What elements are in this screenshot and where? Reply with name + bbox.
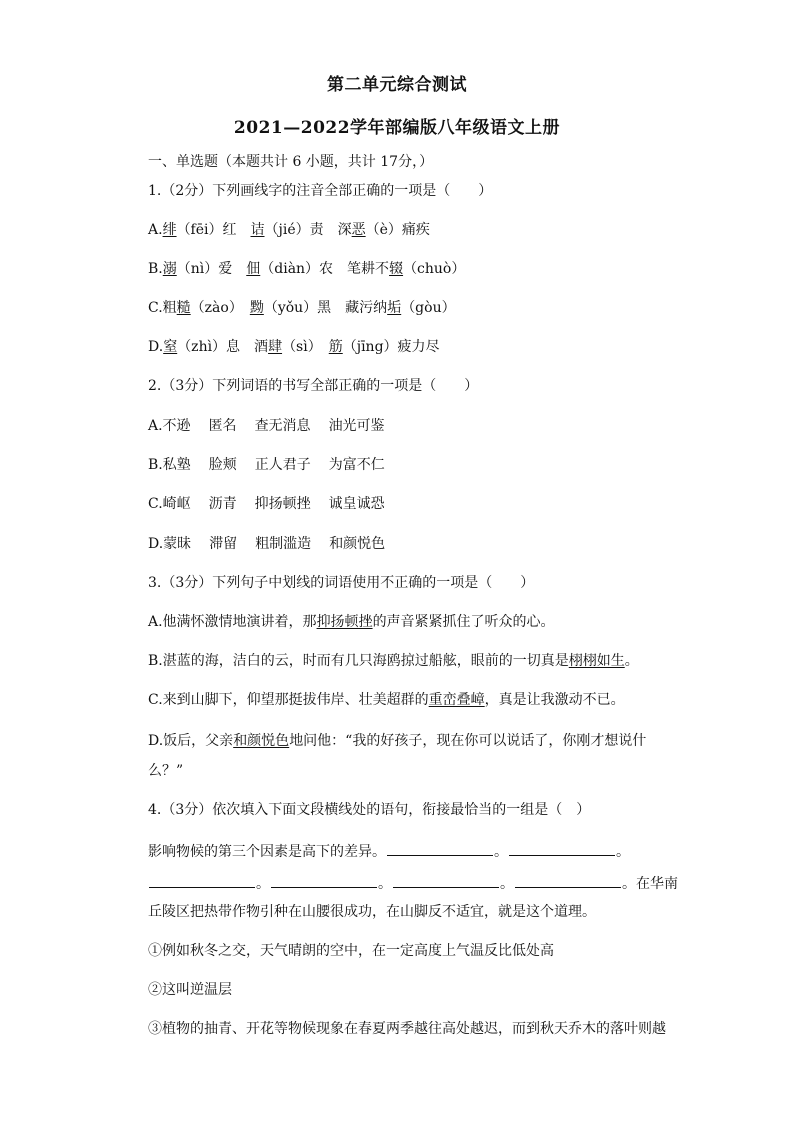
question-4-sentence-3: ③植物的抽青、开花等物候现象在春夏两季越往高处越迟，而到秋天乔木的落叶则越 <box>148 1021 666 1037</box>
question-1-stem: 1.（2分）下列画线字的注音全部正确的一项是（ ） <box>148 183 493 199</box>
question-3-option-b: B.湛蓝的海，洁白的云，时而有几只海鸥掠过船舷，眼前的一切真是栩栩如生。 <box>148 653 639 669</box>
question-4-passage-line3: 丘陵区把热带作物引种在山腰很成功，在山脚反不适宜，就是这个道理。 <box>148 904 596 920</box>
question-1-option-c: C.粗糙（zào） 黝（yǒu）黑 藏污纳垢（gòu） <box>148 300 456 316</box>
question-3-option-c: C.来到山脚下，仰望那挺拔伟岸、壮美超群的重峦叠嶂，真是让我激动不已。 <box>148 692 625 708</box>
question-1-option-b: B.溺（nì）爱 佃（diàn）农 笔耕不辍（chuò） <box>148 261 466 277</box>
fill-blank <box>393 873 499 888</box>
question-2-option-c: C.崎岖 沥青 抑扬顿挫 诚皇诚恐 <box>148 496 385 512</box>
question-4-sentence-1: ①例如秋冬之交，天气晴朗的空中，在一定高度上气温反比低处高 <box>148 943 554 959</box>
question-4-stem: 4.（3分）依次填入下面文段横线处的语句，衔接最恰当的一组是（ ） <box>148 802 591 818</box>
document-subtitle: 2021—2022学年部编版八年级语文上册 <box>233 118 561 138</box>
fill-blank <box>387 841 493 856</box>
question-2-option-b: B.私塾 脸颊 正人君子 为富不仁 <box>148 457 385 473</box>
question-4-sentence-2: ②这叫逆温层 <box>148 982 232 998</box>
question-3-stem: 3.（3分）下列句子中划线的词语使用不正确的一项是（ ） <box>148 575 535 591</box>
question-1-option-a: A.绯（fēi）红 诘（jié）责 深恶（è）痛疾 <box>148 222 430 238</box>
question-2-option-d: D.蒙昧 滞留 粗制滥造 和颜悦色 <box>148 536 386 552</box>
section-heading: 一、单选题（本题共计 6 小题，共计 17分，） <box>148 154 434 170</box>
fill-blank <box>509 841 615 856</box>
question-1-option-d: D.窒（zhì）息 酒肆（sì） 筋（jīng）疲力尽 <box>148 339 440 355</box>
question-3-option-d: D.饭后，父亲和颜悦色地问他：“我的好孩子，现在你可以说话了，你刚才想说什 <box>148 733 647 749</box>
question-3-option-a: A.他满怀激情地演讲着，那抑扬顿挫的声音紧紧抓住了听众的心。 <box>148 614 555 630</box>
question-4-passage-line2: 。 。 。 。在华南 <box>148 873 678 894</box>
question-4-passage-line1: 影响物候的第三个因素是高下的差异。 。 。 <box>148 841 630 862</box>
question-2-option-a: A.不逊 匿名 查无消息 油光可鉴 <box>148 418 385 434</box>
question-2-stem: 2.（3分）下列词语的书写全部正确的一项是（ ） <box>148 378 479 394</box>
fill-blank <box>149 873 255 888</box>
fill-blank <box>271 873 377 888</box>
document-title: 第二单元综合测试 <box>327 75 467 95</box>
question-3-option-d-cont: 么？” <box>148 763 184 779</box>
fill-blank <box>515 873 621 888</box>
